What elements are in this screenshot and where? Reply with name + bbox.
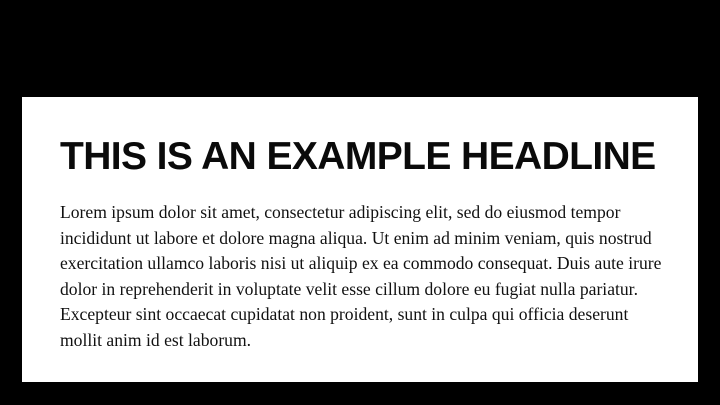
page-title: THIS IS AN EXAMPLE HEADLINE bbox=[60, 135, 656, 178]
body-paragraph: Lorem ipsum dolor sit amet, consectetur adipiscing elit, sed do eiusmod tempor incididunt ut labore et dolore magna aliqua. Ut enim ad minim veniam, quis nostrud exercitation ullamco laboris nisi ut aliquip ex ea commodo consequat. Duis aute irure dolor in reprehenderit in voluptate velit esse cillum dolore eu fugiat nulla pariatur. Excepteur sint occaecat cupidatat non proident, sunt in culpa qui officia deserunt mollit anim id est laborum. bbox=[60, 202, 662, 350]
content-card bbox=[22, 97, 698, 382]
